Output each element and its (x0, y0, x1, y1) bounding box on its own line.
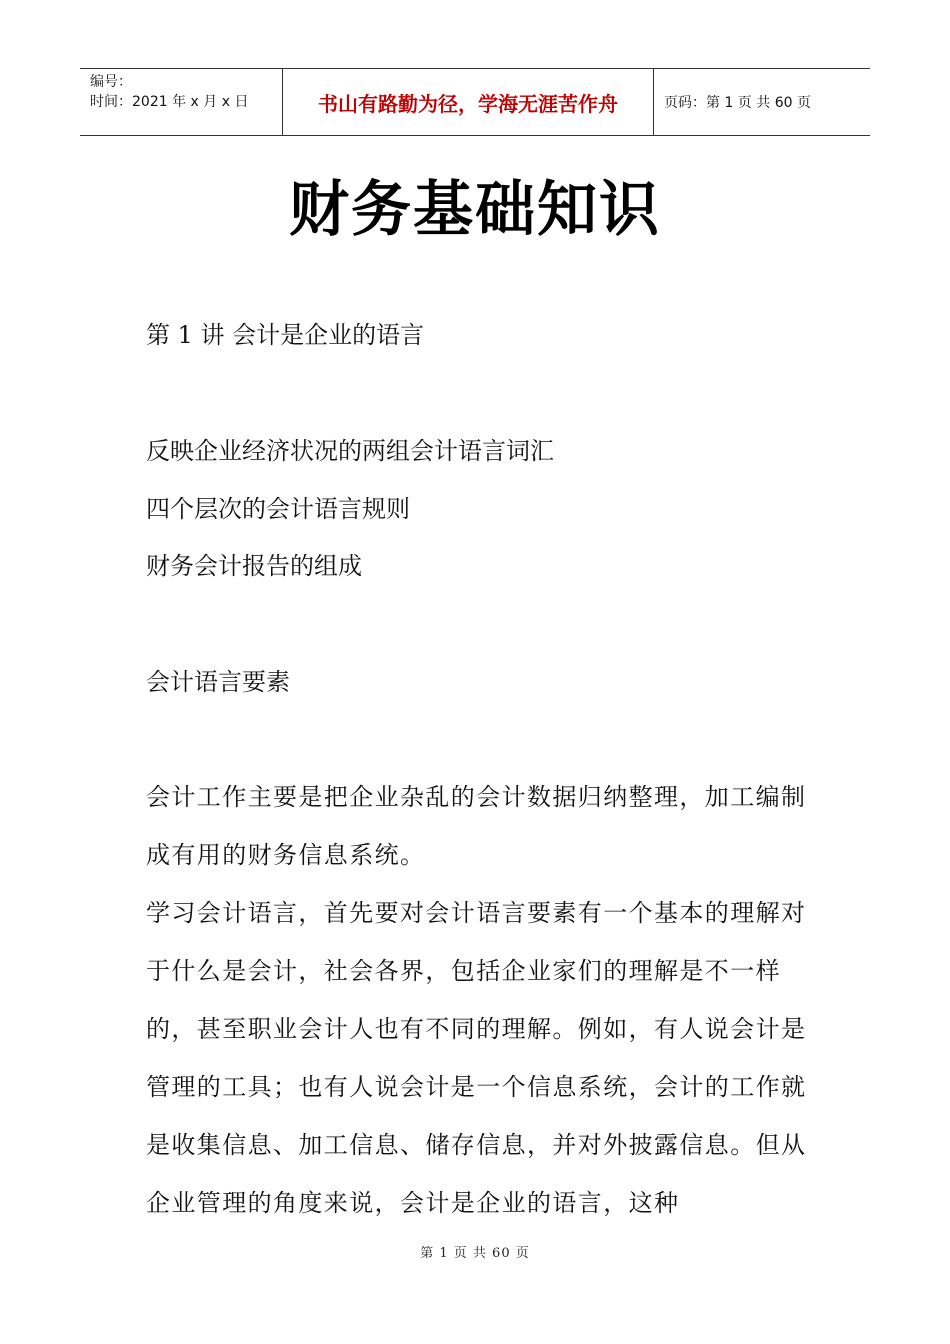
document-number-label: 编号： (90, 74, 132, 90)
section-heading: 会计语言要素 (146, 668, 290, 696)
topic-item: 财务会计报告的组成 (146, 552, 362, 580)
header-motto: 书山有路勤为径，学海无涯苦作舟 (282, 69, 654, 135)
body-text (146, 768, 810, 1232)
lecture-heading: 第 1 讲 会计是企业的语言 (146, 321, 425, 349)
page-header (80, 68, 870, 136)
topic-item: 四个层次的会计语言规则 (146, 495, 410, 523)
body-paragraph: 学习会计语言，首先要对会计语言要素有一个基本的理解对于什么是会计，社会各界，包括企业家们的理解是不一样的，甚至职业会计人也有不同的理解。例如，有人说会计是管理的工具；也有人说会计是一个信息系统，会计的工作就是收集信息、加工信息、储存信息，并对外披露信息。但从企业管理的角度来说，会计是企业的语言，这种 (146, 899, 807, 1217)
document-date-label: 时间：2021 年 x 月 x 日 (90, 94, 249, 110)
header-page-info: 页码：第 1 页 共 60 页 (664, 95, 811, 111)
topic-item: 反映企业经济状况的两组会计语言词汇 (146, 437, 554, 465)
document-title: 财务基础知识 (289, 175, 661, 245)
body-paragraph: 会计工作主要是把企业杂乱的会计数据归纳整理，加工编制成有用的财务信息系统。 (146, 783, 807, 869)
header-meta (80, 69, 282, 135)
page-footer: 第 1 页 共 60 页 (420, 1246, 530, 1261)
